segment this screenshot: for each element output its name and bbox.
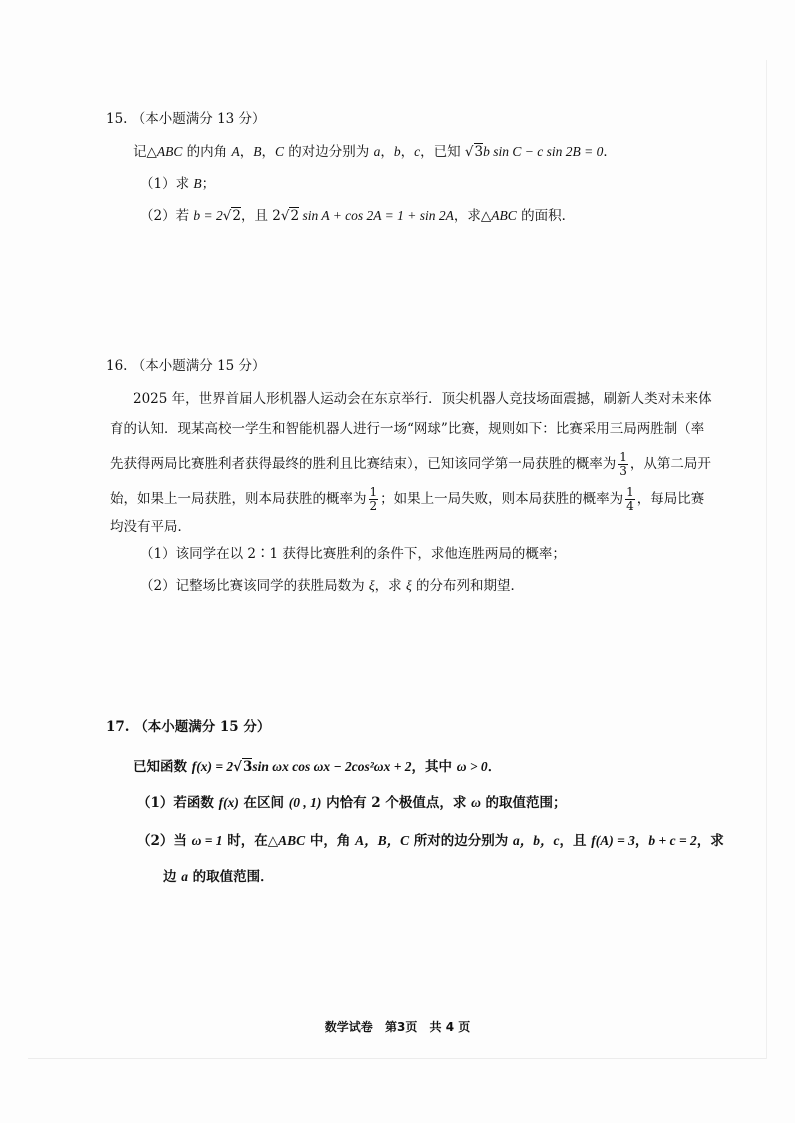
q15-var: B	[253, 144, 262, 159]
q17-part2-var: A，B，C	[355, 833, 410, 848]
sqrt-expression: √2	[222, 208, 241, 224]
q17-part1-eq: f(x)	[218, 795, 239, 810]
fraction-one-third	[618, 451, 628, 478]
q17-part2	[137, 832, 724, 850]
footer-page-number: 第3页	[384, 1020, 418, 1034]
q16-part2	[140, 577, 524, 595]
q17-part2-text: （2）当	[137, 833, 192, 849]
q17-text: ，其中	[411, 759, 457, 775]
q15-part2	[140, 207, 575, 225]
footer-subject: 数学试卷	[324, 1020, 373, 1034]
fraction-one-half	[369, 486, 379, 513]
q15-var: c	[414, 144, 421, 159]
q16-text: 先获得两局比赛胜利者获得最终的胜利且比赛结束），已知该同学第一局获胜的概率为	[110, 456, 617, 472]
q15-text: ，已知	[420, 144, 465, 160]
page-footer	[0, 1018, 795, 1035]
q17-part2-text: 边	[163, 869, 182, 885]
q16-part2-text: （2）记整场比赛该同学的获胜局数为	[140, 578, 369, 594]
radicand: 2	[232, 208, 241, 224]
sqrt-expression: √2	[280, 208, 300, 224]
q15-text: ，	[400, 144, 415, 160]
q17-part2-var: ABC	[278, 833, 306, 848]
q15-text: ，	[380, 144, 394, 160]
q17-part1-eq: (0 , 1)	[288, 795, 322, 810]
q17-stem	[133, 758, 501, 776]
q17-part1-text: （1）若函数	[137, 795, 219, 811]
q17-eq: f(x) = 2	[191, 759, 234, 774]
q17-eq: ω > 0	[456, 759, 488, 774]
radicand: 3	[243, 759, 253, 775]
q17-part1-text: 在区间	[238, 795, 289, 811]
q17-text: 已知函数	[133, 759, 192, 775]
q15-part2-text: ，且 2	[240, 208, 281, 224]
page-right-edge	[766, 60, 767, 1059]
q15-part2-eq: b = 2	[193, 208, 223, 223]
q15-part1-text: （1）求	[140, 176, 194, 192]
q15-part2-text: （2）若	[140, 208, 194, 224]
q15-equation: b sin C − c sin 2B = 0	[483, 144, 604, 159]
q15-number: 15.	[106, 111, 128, 127]
sqrt-expression: √3	[464, 144, 484, 160]
q17-part2-text: 时，在△	[222, 833, 279, 849]
q15-var: ABC	[156, 144, 183, 159]
q17-part1-var: ω	[471, 795, 481, 810]
q15-part2-text: ，求△	[453, 208, 492, 224]
fraction-numerator: 1	[619, 450, 627, 464]
q15-part2-var: ABC	[491, 208, 517, 223]
q16-paragraph-line	[110, 486, 704, 513]
sqrt-expression: √3	[233, 759, 253, 775]
radicand: 2	[290, 208, 300, 224]
radicand: 3	[474, 144, 484, 160]
q16-part2-var: ξ	[368, 578, 375, 593]
q16-part2-text: 的分布列和期望．	[411, 578, 525, 594]
q17-part1-text: 的取值范围；	[480, 795, 567, 811]
q15-part1-text: ；	[201, 176, 216, 192]
q16-paragraph-line: 均没有平局．	[110, 519, 191, 535]
q15-heading	[106, 110, 266, 128]
q17-text: ．	[487, 759, 502, 775]
q15-text: 的内角	[182, 144, 232, 160]
q15-part2-text: 的面积．	[516, 208, 576, 224]
q17-part2-text: 的取值范围．	[187, 869, 274, 885]
q17-part2-eq: b + c = 2	[648, 833, 697, 848]
q15-text: 的对边分别为	[284, 144, 374, 160]
q17-part2-text: 中，角	[305, 833, 356, 849]
q16-paragraph-line: 育的认知．现某高校一学生和智能机器人进行一场“网球”比赛，规则如下：比赛采用三局两胜制（率	[110, 421, 705, 437]
q17-part2-text: ，且	[559, 833, 592, 849]
footer-total-pages: 共 4 页	[429, 1020, 471, 1034]
q17-part2-var: a，b，c	[513, 833, 560, 848]
q16-text: ，从第二局开	[629, 456, 711, 472]
q15-part1-var: B	[193, 176, 202, 191]
q17-score: （本小题满分 15 分）	[134, 719, 271, 735]
fraction-numerator: 1	[369, 485, 378, 499]
q15-text: ．	[603, 144, 617, 160]
q16-text: 始，如果上一局获胜，则本局获胜的概率为	[110, 491, 367, 507]
q15-var: A	[231, 144, 240, 159]
q16-score: （本小题满分 15 分）	[131, 358, 266, 374]
q16-text: ；如果上一局失败，则本局获胜的概率为	[380, 491, 624, 507]
q17-part2-continued	[163, 868, 274, 886]
q17-number: 17.	[106, 719, 130, 735]
q16-part2-text: ，求	[374, 578, 406, 594]
q17-part2-text: ，	[634, 833, 649, 849]
q16-paragraph-line	[110, 451, 711, 478]
page-bottom-edge	[28, 1058, 767, 1059]
q16-text: ，每局比赛	[636, 491, 705, 507]
q16-part2-var: ξ	[405, 578, 412, 593]
q15-text: ，	[261, 144, 275, 160]
q17-part1-text: 内恰有 2 个极值点，求	[321, 795, 472, 811]
q15-text: ，	[239, 144, 254, 160]
q16-paragraph-line: 2025 年，世界首届人形机器人运动会在东京举行．顶尖机器人竞技场面震撼，刷新人类对未来体	[133, 391, 712, 407]
fraction-denominator: 4	[626, 499, 634, 513]
q15-text: 记△	[133, 144, 157, 160]
q15-var: a	[373, 144, 381, 159]
fraction-one-quarter	[625, 486, 635, 513]
q17-part1	[137, 794, 567, 812]
q16-part1: （1）该同学在以 2∶1 获得比赛胜利的条件下，求他连胜两局的概率；	[140, 546, 566, 562]
fraction-numerator: 1	[626, 485, 634, 499]
q17-part2-eq: f(A) = 3	[591, 833, 635, 848]
q17-part2-var: a	[181, 869, 188, 884]
q17-heading	[106, 718, 270, 736]
q15-score: （本小题满分 13 分）	[131, 111, 266, 127]
fraction-denominator: 3	[619, 464, 627, 478]
q16-heading	[106, 357, 266, 375]
q15-var: C	[274, 144, 284, 159]
q17-part2-text: 所对的边分别为	[409, 833, 513, 849]
q15-part2-eq: sin A + cos 2A = 1 + sin 2A	[299, 208, 454, 223]
q17-part2-text: ，求	[696, 833, 724, 849]
q17-eq: sin ωx cos ωx − 2cos²ωx + 2	[252, 759, 412, 774]
fraction-denominator: 2	[369, 499, 378, 513]
q15-var: b	[393, 144, 401, 159]
q15-part1	[140, 175, 215, 193]
q17-part2-eq: ω = 1	[191, 833, 223, 848]
q15-stem	[133, 143, 617, 161]
q16-number: 16.	[106, 358, 128, 374]
